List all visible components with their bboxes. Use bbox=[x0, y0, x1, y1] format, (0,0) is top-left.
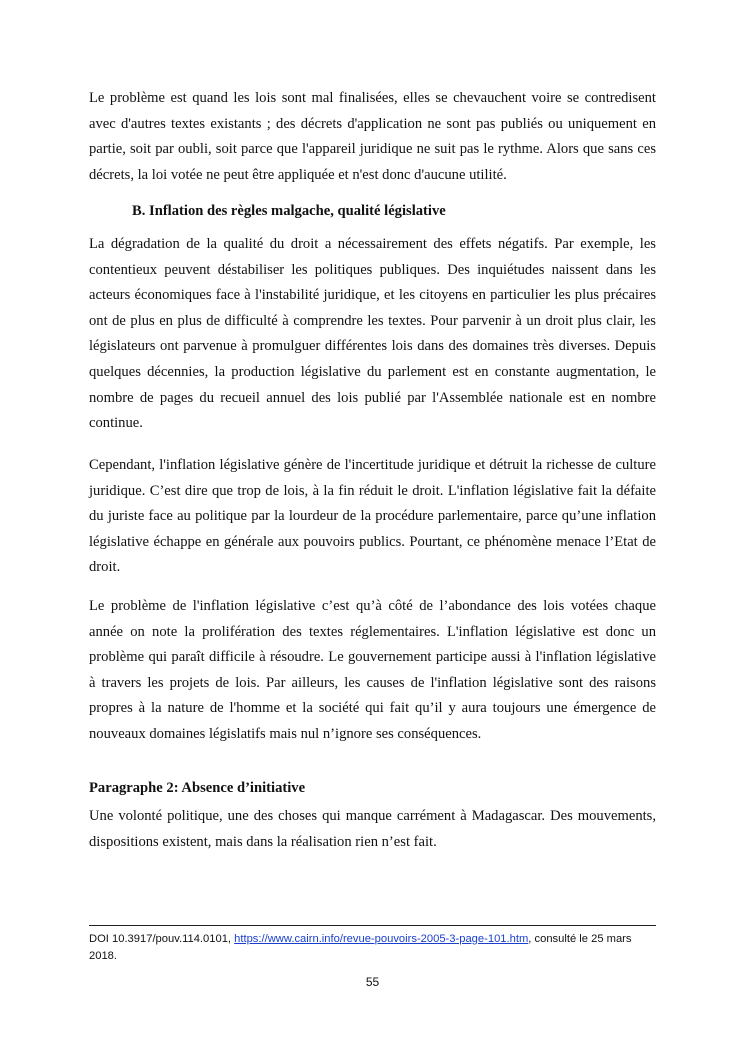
paragraph-2-heading: Paragraphe 2: Absence d’initiative bbox=[89, 780, 306, 796]
section-heading-b: B. Inflation des règles malgache, qualité législative bbox=[132, 203, 446, 219]
paragraph-laws-overlap: Le problème est quand les lois sont mal finalisées, elles se chevauchent voire se contredisent avec d'autres textes existants ; des décrets d'application ne sont pas publiés ou uniquement en partie, soit par oubli, soit parce que l'appareil juridique ne suit pas le rythme. Alors que sans ces décrets, la loi votée ne peut être appliquée et n'est donc d'aucune utilité. bbox=[89, 90, 656, 183]
footnote bbox=[89, 931, 649, 965]
paragraph-political-will: Une volonté politique, une des choses qui manque carrément à Madagascar. Des mouvements, dispositions existent, mais dans la réalisation rien n’est fait. bbox=[89, 808, 656, 850]
footnote-divider bbox=[89, 925, 656, 926]
footnote-link[interactable]: https://www.cairn.info/revue-pouvoirs-2005-3-page-101.htm bbox=[234, 933, 529, 945]
footnote-doi: DOI 10.3917/pouv.114.0101, bbox=[89, 933, 235, 945]
paragraph-inflation-problem: Le problème de l'inflation législative c’est qu’à côté de l’abondance des lois votées chaque année on note la prolifération des textes réglementaires. L'inflation législative est donc un problème qui paraît difficile à résoudre. Le gouvernement participe aussi à l'inflation législative à travers les projets de lois. Par ailleurs, les causes de l'inflation législative sont des raisons propres à la nature de l'homme et la société qui fait qu’il y aura toujours une émergence de nouveaux domaines législatifs mais nul n’ignore ses conséquences. bbox=[89, 598, 656, 742]
paragraph-quality-degradation: La dégradation de la qualité du droit a nécessairement des effets négatifs. Par exemple, les contentieux peuvent déstabiliser les politiques publiques. Des inquiétudes naissent dans les acteurs économiques face à l'instabilité juridique, et les citoyens en particulier les plus précaires ont de plus en plus de difficulté à comprendre les textes. Pour parvenir à un droit plus clair, les législateurs ont parvenue à promulguer différentes lois dans des domaines très diverses. Depuis quelques décennies, la production législative du parlement est en constante augmentation, le nombre de pages du recueil annuel des lois publié par l'Assemblée nationale est en nombre continue. bbox=[89, 236, 656, 432]
footnote-date: , consulté le 25 mars 2018. bbox=[89, 933, 632, 962]
paragraph-legislative-inflation: Cependant, l'inflation législative génère de l'incertitude juridique et détruit la richesse de culture juridique. C’est dire que trop de lois, à la fin réduit le droit. L'inflation législative fait la défaite du juriste face au politique par la lourdeur de la procédure parlementaire, parce qu’une inflation législative échappe en générale aux pouvoirs publics. Pourtant, ce phénomène menace l’Etat de droit. bbox=[89, 457, 656, 576]
page-number: 55 bbox=[365, 975, 380, 989]
